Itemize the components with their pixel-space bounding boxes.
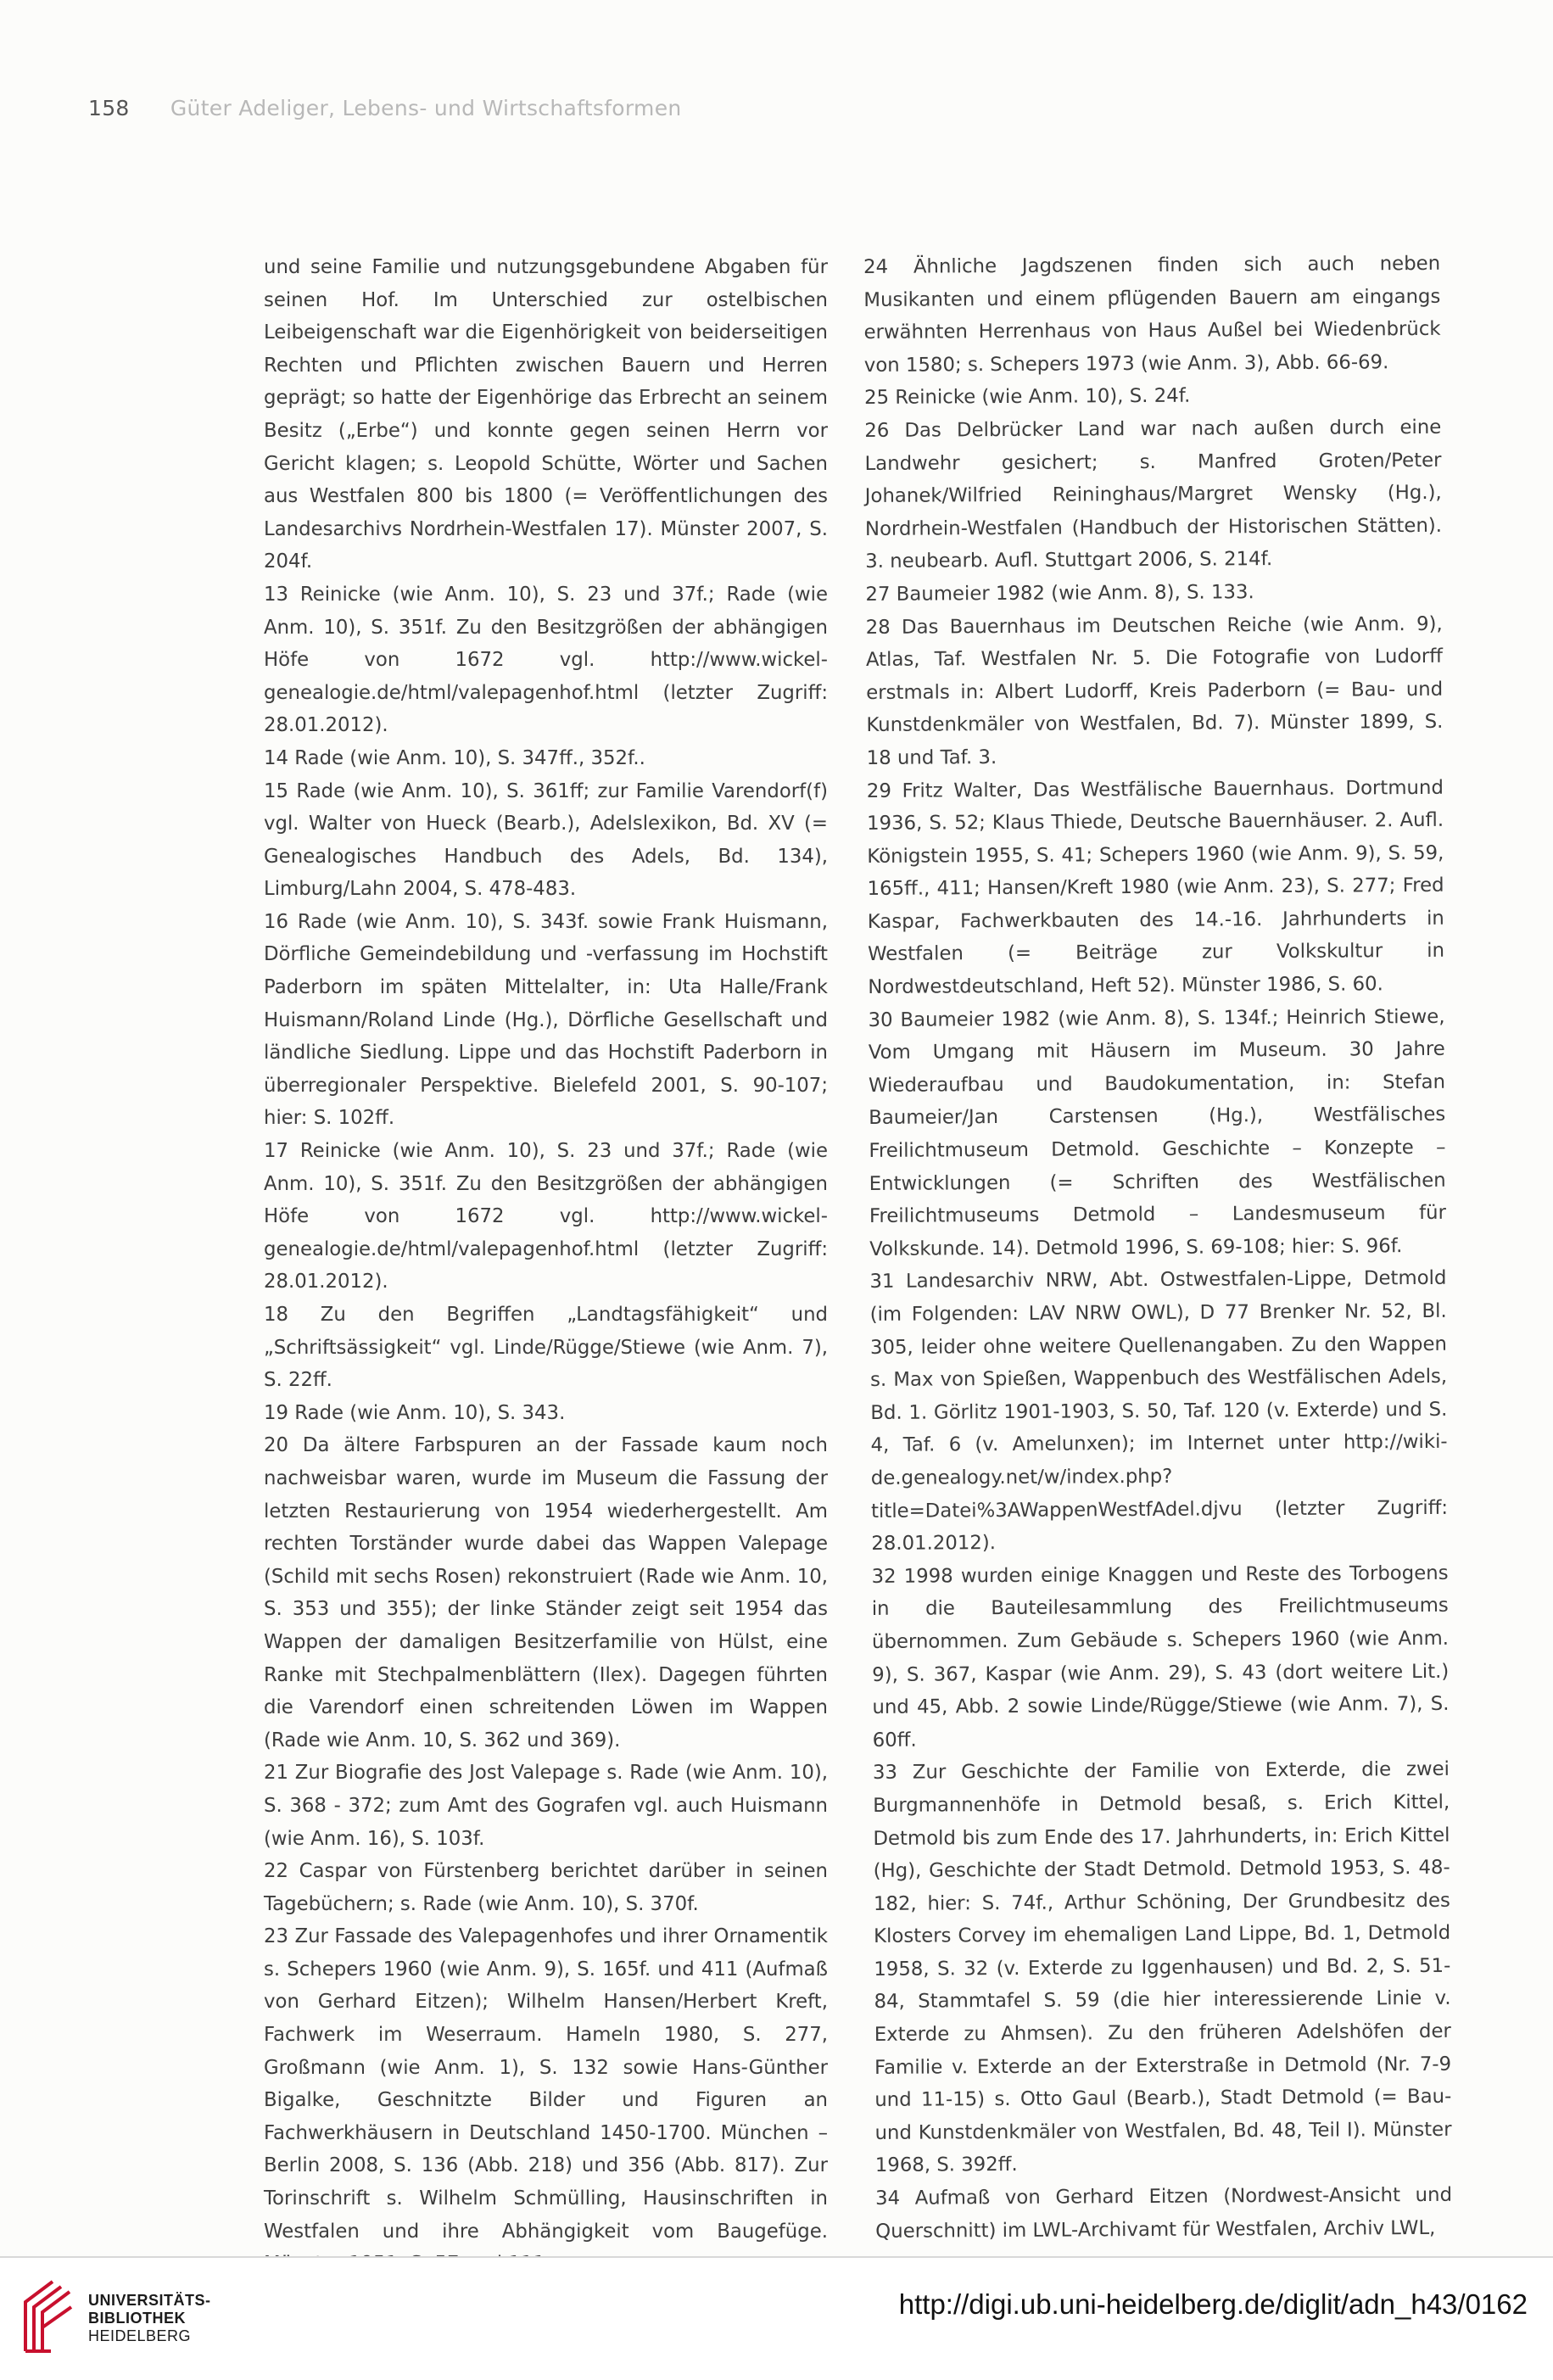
footnote: 18 Zu den Begriffen „Landtagsfähigkeit“ und „Schriftsässigkeit“ vgl. Linde/Rügge/Stiewe (wie Anm. 7), S. 22ff. bbox=[264, 1304, 828, 1392]
footnote: 23 Zur Fassade des Valepagenhofes und ihrer Ornamentik s. Schepers 1960 (wie Anm. 9), S. 165f. und 411 (Aufmaß von Gerhard Eitzen); Wilhelm Hansen/Herbert Kreft, Fachwerk im Weserraum. Hameln 1980, S. 277, Großmann (wie Anm. 1), S. 132 sowie Hans-Günther Bigalke, Geschnitzte Bilder und Figuren an Fachwerkhäusern in Deutschland 1450-1700. München – Berlin 2008, S. 136 (Abb. 218) und 356 (Abb. 817). Zur Torinschrift s. Wilhelm Schmülling, Hausinschriften in Westfalen und ihre Abhängigkeit vom Baugefüge. bbox=[264, 1925, 828, 2243]
source-url[interactable]: http://digi.ub.uni-heidelberg.de/diglit/adn_h43/0162 bbox=[898, 2288, 1528, 2320]
footnote: 22 Caspar von Fürstenberg berichtet darüber in seinen Tagebüchern; s. Rade (wie Anm. 10), S. 370f. bbox=[264, 1860, 828, 1915]
library-logo-icon bbox=[19, 2277, 78, 2355]
footnote: 15 Rade (wie Anm. 10), S. 361ff; zur Familie Varendorf(f) vgl. Walter von Hueck (Bearb.), Adelslexikon, Bd. XV (= Genealogisches Handbuch des Adels, Bd. 134), Limburg/Lahn 2004, S. 478-483. bbox=[264, 779, 828, 901]
digitization-footer bbox=[0, 2256, 1553, 2380]
footnote: 17 Reinicke (wie Anm. 10), S. 23 und 37f.; Rade (wie Anm. 10), S. 351f. Zu den Besitzgrößen der abhängigen Höfe von 1672 vgl. http://www.wickel-genealogie.de/html/valepagenhof.html (letzter Zugriff: 28.01.2012). bbox=[264, 1140, 828, 1293]
footnote: 34 Aufmaß von Gerhard Eitzen (Nordwest-Ansicht und Querschnitt) im LWL-Archivamt für Westfalen, Archiv LWL, bbox=[874, 2183, 1453, 2243]
footnote: 27 Baumeier 1982 (wie Anm. 8), S. 133. bbox=[865, 581, 1254, 606]
running-head bbox=[88, 96, 682, 120]
footnote: 25 Reinicke (wie Anm. 10), S. 24f. bbox=[863, 385, 1191, 410]
page-number: 158 bbox=[88, 96, 130, 120]
library-name: UNIVERSITÄTS- BIBLIOTHEK HEIDELBERG bbox=[88, 2292, 211, 2344]
footnote: 30 Baumeier 1982 (wie Anm. 8), S. 134f.; Heinrich Stiewe, Vom Umgang mit Häusern im Museum. 30 Jahre Wiederaufbau und Baudokumentation, in: Stefan Baumeier/Jan Carstensen (Hg.), Westfälisches Freilichtmuseum Detmold. Geschichte – Konzepte – Entwicklungen (= Schriften des Westfälischen Freilichtmuseums Detmold – Landesmuseum für Volkskunde. 14). Detmold 1996, S. 69-108; hier: S. 96f. bbox=[868, 1005, 1447, 1260]
footnote: 32 1998 wurden einige Knaggen und Reste des Torbogens in die Bauteilesammlung des Freilichtmuseums übernommen. Zum Gebäude s. Schepers 1960 (wie Anm. 9), S. 367, Kaspar (wie Anm. 29), S. 43 (dort weitere Lit.) und 45, Abb. 2 sowie Linde/Rügge/Stiewe (wie Anm. 7), S. 60ff. bbox=[871, 1562, 1450, 1751]
footnote: 26 Das Delbrücker Land war nach außen durch eine Landwehr gesichert; s. Manfred Groten/Peter Johanek/Wilfried Reininghaus/Margret Wensky (Hg.), Nordrhein-Westfalen (Handbuch der Historischen Stätten). 3. neubearb. Aufl. Stuttgart 2006, S. 214f. bbox=[864, 416, 1443, 573]
footnote: 33 Zur Geschichte der Familie von Exterde, die zwei Burgmannenhöfe in Detmold besaß, s. Erich Kittel, Detmold bis zum Ende des 17. Jahrhunderts, in: Erich Kittel (Hg), Geschichte der Stadt Detmold. Detmold 1953, S. 48-182, hier: S. 74f., Arthur Schöning, Der Grundbesitz des Klosters Corvey im ehemaligen Land Lippe, Bd. 1, Detmold 1958, S. 32 (v. Exterde zu Iggenhausen) und Bd. 2, S. 51-84, Stammtafel S. 59 (die hier interessierende Linie v. Exterde zu Ahmsen). Zu den früheren Adelshöfen der Familie v. Exterde an der Exterstraße in Detmold (Nr. 7-9 und 11-15) s. Otto Gaul (Bearb.), Stadt Detmold (= Bau- und Kunstdenkmäler von Westfalen, Bd. 48, Teil I). Münster 1968, S. 392ff. bbox=[872, 1758, 1452, 2177]
footnote: 28 Das Bauernhaus im Deutschen Reiche (wie Anm. 9), Atlas, Taf. Westfalen Nr. 5. Die Fotografie von Ludorff erstmals in: Albert Ludorff, Kreis Paderborn (= Bau- und Kunstdenkmäler von Westfalen, Bd. 7). Münster 1899, S. 18 und Taf. 3. bbox=[865, 612, 1444, 769]
footnote: 21 Zur Biografie des Jost Valepage s. Rade (wie Anm. 10), S. 368 - 372; zum Amt des Gografen vgl. auch Huismann (wie Anm. 16), S. 103f. bbox=[264, 1762, 828, 1850]
footnote: 19 Rade (wie Anm. 10), S. 343. bbox=[264, 1401, 566, 1424]
footnote: 31 Landesarchiv NRW, Abt. Ostwestfalen-Lippe, Detmold (im Folgenden: LAV NRW OWL), D 77 Brenker Nr. 52, Bl. 305, leider ohne weitere Quellenangaben. Zu den Wappen s. Max von Spießen, Wappenbuch des Westfälischen Adels, Bd. 1. Görlitz 1901-1903, S. 50, Taf. 120 (v. Exterde) und S. 4, Taf. 6 (v. Amelunxen); im Internet unter http://wiki-de.genealogy.net/w/index.php?title=Datei%3AWappenWestfAdel.djvu (letzter Zugriff: 28.01.2012). bbox=[869, 1267, 1449, 1556]
footnotes-right-column bbox=[863, 248, 1452, 2248]
footnote: 24 Ähnliche Jagdszenen finden sich auch neben Musikanten und einem pflügenden Bauern am eingangs erwähnten Herrenhaus von Haus Außel bei Wiedenbrück von 1580; s. Schepers 1973 (wie Anm. 3), Abb. 66-69. bbox=[863, 252, 1441, 377]
footnote: 16 Rade (wie Anm. 10), S. 343f. sowie Frank Huismann, Dörfliche Gemeindebildung und -verfassung im Hochstift Paderborn im späten Mittelalter, in: Uta Halle/Frank Huismann/Roland Linde (Hg.), Dörfliche Gesellschaft und ländliche Siedlung. Lippe und das Hochstift Paderborn in überregionaler Perspektive. Bielefeld 2001, S. 90-107; hier: S. 102ff. bbox=[264, 910, 828, 1130]
running-title: Güter Adeliger, Lebens- und Wirtschaftsformen bbox=[170, 96, 682, 120]
footnotes-left-column bbox=[264, 251, 828, 2281]
footnote: und seine Familie und nutzungsgebundene Abgaben für seinen Hof. Im Unterschied zur ostelbischen Leibeigenschaft war die Eigenhörigkeit von beiderseitigen Rechten und Pflichten zwischen Bauern und Herren geprägt; so hatte der Eigenhörige das Erbrecht an seinem Besitz („Erbe“) und konnte gegen seinen Herrn vor Gericht klagen; s. Leopold Schütte, Wörter und Sachen aus Westfalen 800 bis 1800 (= Veröffentlichungen des Landesarchivs Nordrhein-Westfalen 17). Münster 2007, S. 204f. bbox=[264, 256, 828, 573]
footnote: 14 Rade (wie Anm. 10), S. 347ff., 352f.. bbox=[264, 746, 645, 769]
footnote: 13 Reinicke (wie Anm. 10), S. 23 und 37f.; Rade (wie Anm. 10), S. 351f. Zu den Besitzgrößen der abhängigen Höfe von 1672 vgl. http://www.wickel-genealogie.de/html/valepagenhof.html (letzter Zugriff: 28.01.2012). bbox=[264, 583, 828, 737]
footnote: 29 Fritz Walter, Das Westfälische Bauernhaus. Dortmund 1936, S. 52; Klaus Thiede, Deutsche Bauernhäuser. 2. Aufl. Königstein 1955, S. 41; Schepers 1960 (wie Anm. 9), S. 59, 165ff., 411; Hansen/Kreft 1980 (wie Anm. 23), S. 277; Fred Kaspar, Fachwerkbauten des 14.-16. Jahrhunderts in Westfalen (= Beiträge zur Volkskultur in Nordwestdeutschland, Heft 52). Münster 1986, S. 60. bbox=[866, 776, 1445, 999]
footnote: 20 Da ältere Farbspuren an der Fassade kaum noch nachweisbar waren, wurde im Museum die Fassung der letzten Restaurierung von 1954 wiederhergestellt. Am rechten Torständer wurde dabei das Wappen Valepage (Schild mit sechs Rosen) rekonstruiert (Rade wie Anm. 10, S. 353 und 355); der linke Ständer zeigt seit 1954 das Wappen der damaligen Besitzerfamilie von Hülst, eine Ranke mit Stechpalmenblättern (Ilex). Dagegen führten die Varendorf einen schreitenden Löwen im Wappen (Rade wie Anm. 10, S. 362 und 369). bbox=[264, 1434, 828, 1751]
